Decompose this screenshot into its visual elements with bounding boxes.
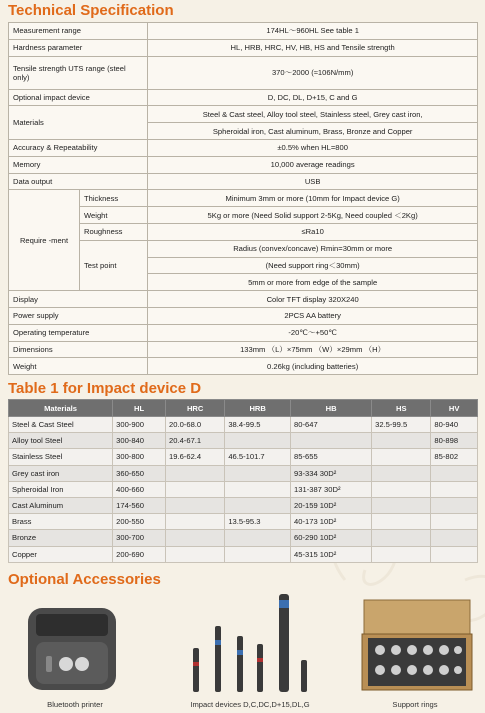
spec-label: Accuracy & Repeatability xyxy=(9,139,148,156)
impact-cell xyxy=(431,514,478,530)
spec-label: Display xyxy=(9,291,148,308)
impact-table xyxy=(8,399,478,563)
impact-cell xyxy=(225,433,291,449)
impact-cell: 13.5-95.3 xyxy=(225,514,291,530)
impact-cell: Stainless Steel xyxy=(9,449,113,465)
spec-value: 2PCS AA battery xyxy=(148,307,478,324)
impact-row xyxy=(9,481,478,497)
impact-cell xyxy=(372,497,431,513)
impact-header: HV xyxy=(431,400,478,417)
impact-cell: 32.5-99.5 xyxy=(372,417,431,433)
impact-cell: 46.5-101.7 xyxy=(225,449,291,465)
impact-cell: 400-660 xyxy=(113,481,166,497)
impact-cell: 131-387 30D² xyxy=(291,481,372,497)
impact-row xyxy=(9,497,478,513)
impact-cell: 300-700 xyxy=(113,530,166,546)
spec-value: HL, HRB, HRC, HV, HB, HS and Tensile strength xyxy=(148,39,478,56)
impact-cell: 200-690 xyxy=(113,546,166,562)
spec-value: 370～2000 (≈106N/mm) xyxy=(148,56,478,89)
impact-cell: 20.4-67.1 xyxy=(166,433,225,449)
impact-cell: 174-560 xyxy=(113,497,166,513)
spec-label: Materials xyxy=(9,106,148,140)
spec-label: Data output xyxy=(9,173,148,190)
spec-label: Operating temperature xyxy=(9,324,148,341)
impact-cell xyxy=(225,481,291,497)
impact-cell: 360-650 xyxy=(113,465,166,481)
impact-row xyxy=(9,546,478,562)
spec-label: Optional impact device xyxy=(9,89,148,106)
spec-value: D, DC, DL, D+15, C and G xyxy=(148,89,478,106)
impact-devices-caption: Impact devices D,C,DC,D+15,DL,G xyxy=(190,700,310,709)
impact-cell: 40-173 10D² xyxy=(291,514,372,530)
impact-cell: Grey cast iron xyxy=(9,465,113,481)
spec-value: Color TFT display 320X240 xyxy=(148,291,478,308)
testpoint-value: Radius (convex/concave) Rmin=30mm or more xyxy=(148,240,478,257)
impact-header: HRC xyxy=(166,400,225,417)
thickness-label: Thickness xyxy=(80,190,148,207)
impact-cell: Brass xyxy=(9,514,113,530)
spec-value: 133mm （L）×75mm （W）×29mm （H） xyxy=(148,341,478,358)
spec-value-line2: Spheroidal iron, Cast aluminum, Brass, Bronze and Copper xyxy=(148,123,478,140)
impact-row xyxy=(9,433,478,449)
impact-cell xyxy=(431,546,478,562)
impact-header: HS xyxy=(372,400,431,417)
impact-cell xyxy=(431,465,478,481)
impact-cell: 300-800 xyxy=(113,449,166,465)
impact-row xyxy=(9,514,478,530)
impact-cell xyxy=(166,481,225,497)
impact-cell xyxy=(166,497,225,513)
impact-cell xyxy=(372,546,431,562)
impact-cell: Copper xyxy=(9,546,113,562)
impact-cell xyxy=(225,497,291,513)
bluetooth-printer-image xyxy=(22,598,122,698)
impact-cell: 200-550 xyxy=(113,514,166,530)
spec-value: 0.26kg (including batteries) xyxy=(148,358,478,375)
spec-label: Power supply xyxy=(9,307,148,324)
spec-label: Hardness parameter xyxy=(9,39,148,56)
spec-label: Tensile strength UTS range (steel only) xyxy=(9,56,148,89)
impact-cell xyxy=(431,497,478,513)
impact-cell xyxy=(372,449,431,465)
impact-cell: 93-334 30D² xyxy=(291,465,372,481)
roughness-label: Roughness xyxy=(80,223,148,240)
impact-cell xyxy=(431,530,478,546)
impact-cell xyxy=(372,514,431,530)
spec-table xyxy=(8,22,478,375)
impact-cell xyxy=(166,514,225,530)
testpoint-value: 5mm or more from edge of the sample xyxy=(148,274,478,291)
support-rings-image xyxy=(358,596,476,694)
impact-cell: 38.4-99.5 xyxy=(225,417,291,433)
impact-cell: 45-315 10D² xyxy=(291,546,372,562)
impact-cell: 20.0-68.0 xyxy=(166,417,225,433)
spec-title: Technical Specification xyxy=(8,2,174,19)
spec-value: USB xyxy=(148,173,478,190)
impact-header: HRB xyxy=(225,400,291,417)
spec-value: 174HL～960HL See table 1 xyxy=(148,23,478,40)
spec-label: Memory xyxy=(9,156,148,173)
impact-cell: Alloy tool Steel xyxy=(9,433,113,449)
impact-cell xyxy=(225,546,291,562)
impact-header: HB xyxy=(291,400,372,417)
impact-cell: 80-940 xyxy=(431,417,478,433)
impact-header: Materials xyxy=(9,400,113,417)
weight-label: Weight xyxy=(80,207,148,224)
impact-cell xyxy=(372,433,431,449)
roughness-value: ≤Ra10 xyxy=(148,223,478,240)
impact-cell: 85-802 xyxy=(431,449,478,465)
impact-cell xyxy=(372,481,431,497)
spec-value: 10,000 average readings xyxy=(148,156,478,173)
impact-cell: Steel & Cast Steel xyxy=(9,417,113,433)
requirement-label: Require -ment xyxy=(9,190,80,291)
impact-cell xyxy=(291,433,372,449)
impact-row xyxy=(9,417,478,433)
impact-row xyxy=(9,449,478,465)
impact-cell: 80-647 xyxy=(291,417,372,433)
impact-header: HL xyxy=(113,400,166,417)
impact-cell: Cast Aluminum xyxy=(9,497,113,513)
spec-value: ±0.5% when HL=800 xyxy=(148,139,478,156)
impact-cell xyxy=(431,481,478,497)
impact-cell: 300-900 xyxy=(113,417,166,433)
accessories-section xyxy=(0,590,485,713)
impact-cell: 20-159 10D² xyxy=(291,497,372,513)
impact-row xyxy=(9,465,478,481)
spec-value: Steel & Cast steel, Alloy tool steel, Stainless steel, Grey cast iron, xyxy=(148,106,478,123)
impact-devices-image xyxy=(175,590,325,698)
spec-label: Dimensions xyxy=(9,341,148,358)
impact-cell: 60-290 10D² xyxy=(291,530,372,546)
impact-cell xyxy=(225,530,291,546)
testpoint-value: (Need support ring＜30mm) xyxy=(148,257,478,274)
impact-cell xyxy=(166,530,225,546)
thickness-value: Minimum 3mm or more (10mm for Impact device G) xyxy=(148,190,478,207)
impact-cell: 85-655 xyxy=(291,449,372,465)
accessories-title: Optional Accessories xyxy=(8,571,161,588)
impact-cell: 19.6-62.4 xyxy=(166,449,225,465)
impact-cell: Spheroidal Iron xyxy=(9,481,113,497)
impact-cell: 80-898 xyxy=(431,433,478,449)
impact-cell xyxy=(225,465,291,481)
spec-label: Measurement range xyxy=(9,23,148,40)
impact-cell xyxy=(166,465,225,481)
printer-caption: Bluetooth printer xyxy=(47,700,103,709)
spec-value: -20℃～+50℃ xyxy=(148,324,478,341)
impact-cell xyxy=(372,465,431,481)
impact-cell: 300-840 xyxy=(113,433,166,449)
testpoint-label: Test point xyxy=(80,240,148,290)
impact-cell xyxy=(372,530,431,546)
spec-label: Weight xyxy=(9,358,148,375)
impact-cell: Bronze xyxy=(9,530,113,546)
weight-value: 5Kg or more (Need Solid support 2-5Kg, Need coupled ＜2Kg) xyxy=(148,207,478,224)
support-rings-caption: Support rings xyxy=(392,700,438,709)
impact-cell xyxy=(166,546,225,562)
impact-row xyxy=(9,530,478,546)
impact-title: Table 1 for Impact device D xyxy=(8,380,202,397)
